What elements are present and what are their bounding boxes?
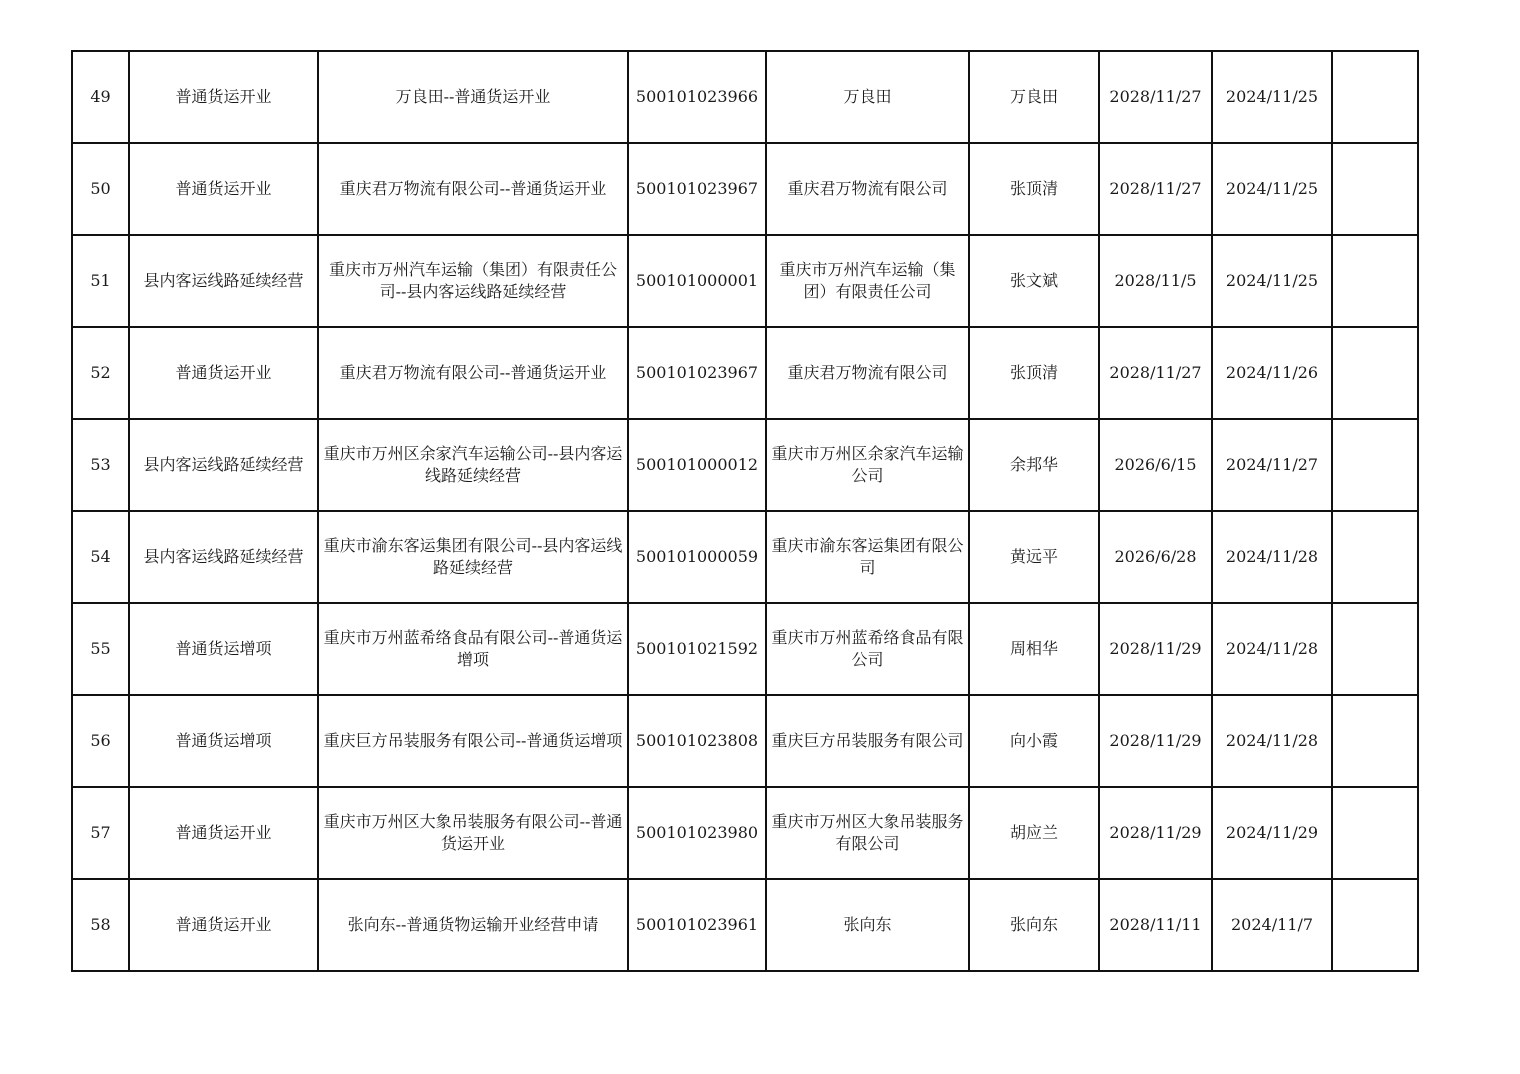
cell-type: 普通货运增项 (129, 695, 318, 787)
cell-company: 张向东 (766, 879, 969, 971)
cell-title: 重庆市万州区余家汽车运输公司--县内客运线路延续经营 (318, 419, 628, 511)
cell-date: 2024/11/25 (1212, 51, 1332, 143)
cell-company: 重庆市万州区大象吊装服务有限公司 (766, 787, 969, 879)
cell-note (1332, 603, 1418, 695)
cell-person: 余邦华 (969, 419, 1099, 511)
cell-expiry: 2028/11/11 (1099, 879, 1212, 971)
cell-title: 重庆市万州区大象吊装服务有限公司--普通货运开业 (318, 787, 628, 879)
cell-type: 普通货运开业 (129, 143, 318, 235)
table-body (72, 51, 1418, 971)
cell-note (1332, 419, 1418, 511)
table-row (72, 787, 1418, 879)
cell-no: 50 (72, 143, 129, 235)
cell-expiry: 2026/6/28 (1099, 511, 1212, 603)
table-row (72, 603, 1418, 695)
cell-no: 49 (72, 51, 129, 143)
cell-date: 2024/11/28 (1212, 603, 1332, 695)
cell-expiry: 2028/11/27 (1099, 327, 1212, 419)
cell-title: 张向东--普通货物运输开业经营申请 (318, 879, 628, 971)
cell-type: 普通货运开业 (129, 327, 318, 419)
cell-note (1332, 327, 1418, 419)
cell-person: 周相华 (969, 603, 1099, 695)
cell-company: 重庆市万州汽车运输（集团）有限责任公司 (766, 235, 969, 327)
cell-date: 2024/11/28 (1212, 511, 1332, 603)
cell-company: 万良田 (766, 51, 969, 143)
cell-expiry: 2028/11/29 (1099, 603, 1212, 695)
cell-person: 张向东 (969, 879, 1099, 971)
cell-code: 500101023980 (628, 787, 766, 879)
cell-person: 张文斌 (969, 235, 1099, 327)
cell-expiry: 2028/11/29 (1099, 787, 1212, 879)
table-row (72, 511, 1418, 603)
cell-note (1332, 143, 1418, 235)
cell-no: 54 (72, 511, 129, 603)
cell-code: 500101000001 (628, 235, 766, 327)
cell-expiry: 2028/11/5 (1099, 235, 1212, 327)
cell-company: 重庆市渝东客运集团有限公司 (766, 511, 969, 603)
table-row (72, 879, 1418, 971)
cell-expiry: 2028/11/29 (1099, 695, 1212, 787)
cell-note (1332, 235, 1418, 327)
table-row (72, 143, 1418, 235)
table-row (72, 695, 1418, 787)
cell-title: 重庆市万州蓝希络食品有限公司--普通货运增项 (318, 603, 628, 695)
cell-title: 万良田--普通货运开业 (318, 51, 628, 143)
table-row (72, 235, 1418, 327)
cell-company: 重庆君万物流有限公司 (766, 143, 969, 235)
cell-no: 52 (72, 327, 129, 419)
cell-company: 重庆市万州蓝希络食品有限公司 (766, 603, 969, 695)
cell-code: 500101021592 (628, 603, 766, 695)
cell-expiry: 2028/11/27 (1099, 143, 1212, 235)
cell-code: 500101023967 (628, 327, 766, 419)
cell-code: 500101023961 (628, 879, 766, 971)
cell-expiry: 2028/11/27 (1099, 51, 1212, 143)
cell-type: 县内客运线路延续经营 (129, 511, 318, 603)
cell-type: 普通货运开业 (129, 879, 318, 971)
cell-no: 51 (72, 235, 129, 327)
cell-note (1332, 787, 1418, 879)
cell-note (1332, 879, 1418, 971)
cell-date: 2024/11/7 (1212, 879, 1332, 971)
cell-type: 县内客运线路延续经营 (129, 419, 318, 511)
cell-date: 2024/11/27 (1212, 419, 1332, 511)
cell-no: 57 (72, 787, 129, 879)
cell-note (1332, 51, 1418, 143)
cell-type: 普通货运开业 (129, 51, 318, 143)
cell-code: 500101000012 (628, 419, 766, 511)
cell-person: 张顶清 (969, 143, 1099, 235)
cell-company: 重庆巨方吊装服务有限公司 (766, 695, 969, 787)
cell-note (1332, 511, 1418, 603)
cell-title: 重庆巨方吊装服务有限公司--普通货运增项 (318, 695, 628, 787)
cell-no: 56 (72, 695, 129, 787)
cell-title: 重庆市渝东客运集团有限公司--县内客运线路延续经营 (318, 511, 628, 603)
cell-code: 500101000059 (628, 511, 766, 603)
cell-date: 2024/11/28 (1212, 695, 1332, 787)
cell-type: 县内客运线路延续经营 (129, 235, 318, 327)
cell-title: 重庆市万州汽车运输（集团）有限责任公司--县内客运线路延续经营 (318, 235, 628, 327)
cell-date: 2024/11/25 (1212, 143, 1332, 235)
cell-company: 重庆市万州区余家汽车运输公司 (766, 419, 969, 511)
cell-person: 万良田 (969, 51, 1099, 143)
cell-note (1332, 695, 1418, 787)
cell-company: 重庆君万物流有限公司 (766, 327, 969, 419)
cell-person: 胡应兰 (969, 787, 1099, 879)
cell-person: 向小霞 (969, 695, 1099, 787)
table-row (72, 327, 1418, 419)
permit-table (71, 50, 1419, 972)
cell-date: 2024/11/29 (1212, 787, 1332, 879)
cell-title: 重庆君万物流有限公司--普通货运开业 (318, 327, 628, 419)
cell-date: 2024/11/26 (1212, 327, 1332, 419)
cell-code: 500101023967 (628, 143, 766, 235)
cell-person: 黄远平 (969, 511, 1099, 603)
cell-code: 500101023808 (628, 695, 766, 787)
cell-type: 普通货运开业 (129, 787, 318, 879)
cell-no: 58 (72, 879, 129, 971)
cell-person: 张顶清 (969, 327, 1099, 419)
cell-no: 55 (72, 603, 129, 695)
cell-expiry: 2026/6/15 (1099, 419, 1212, 511)
cell-type: 普通货运增项 (129, 603, 318, 695)
table-row (72, 51, 1418, 143)
cell-no: 53 (72, 419, 129, 511)
table-row (72, 419, 1418, 511)
cell-date: 2024/11/25 (1212, 235, 1332, 327)
cell-code: 500101023966 (628, 51, 766, 143)
cell-title: 重庆君万物流有限公司--普通货运开业 (318, 143, 628, 235)
